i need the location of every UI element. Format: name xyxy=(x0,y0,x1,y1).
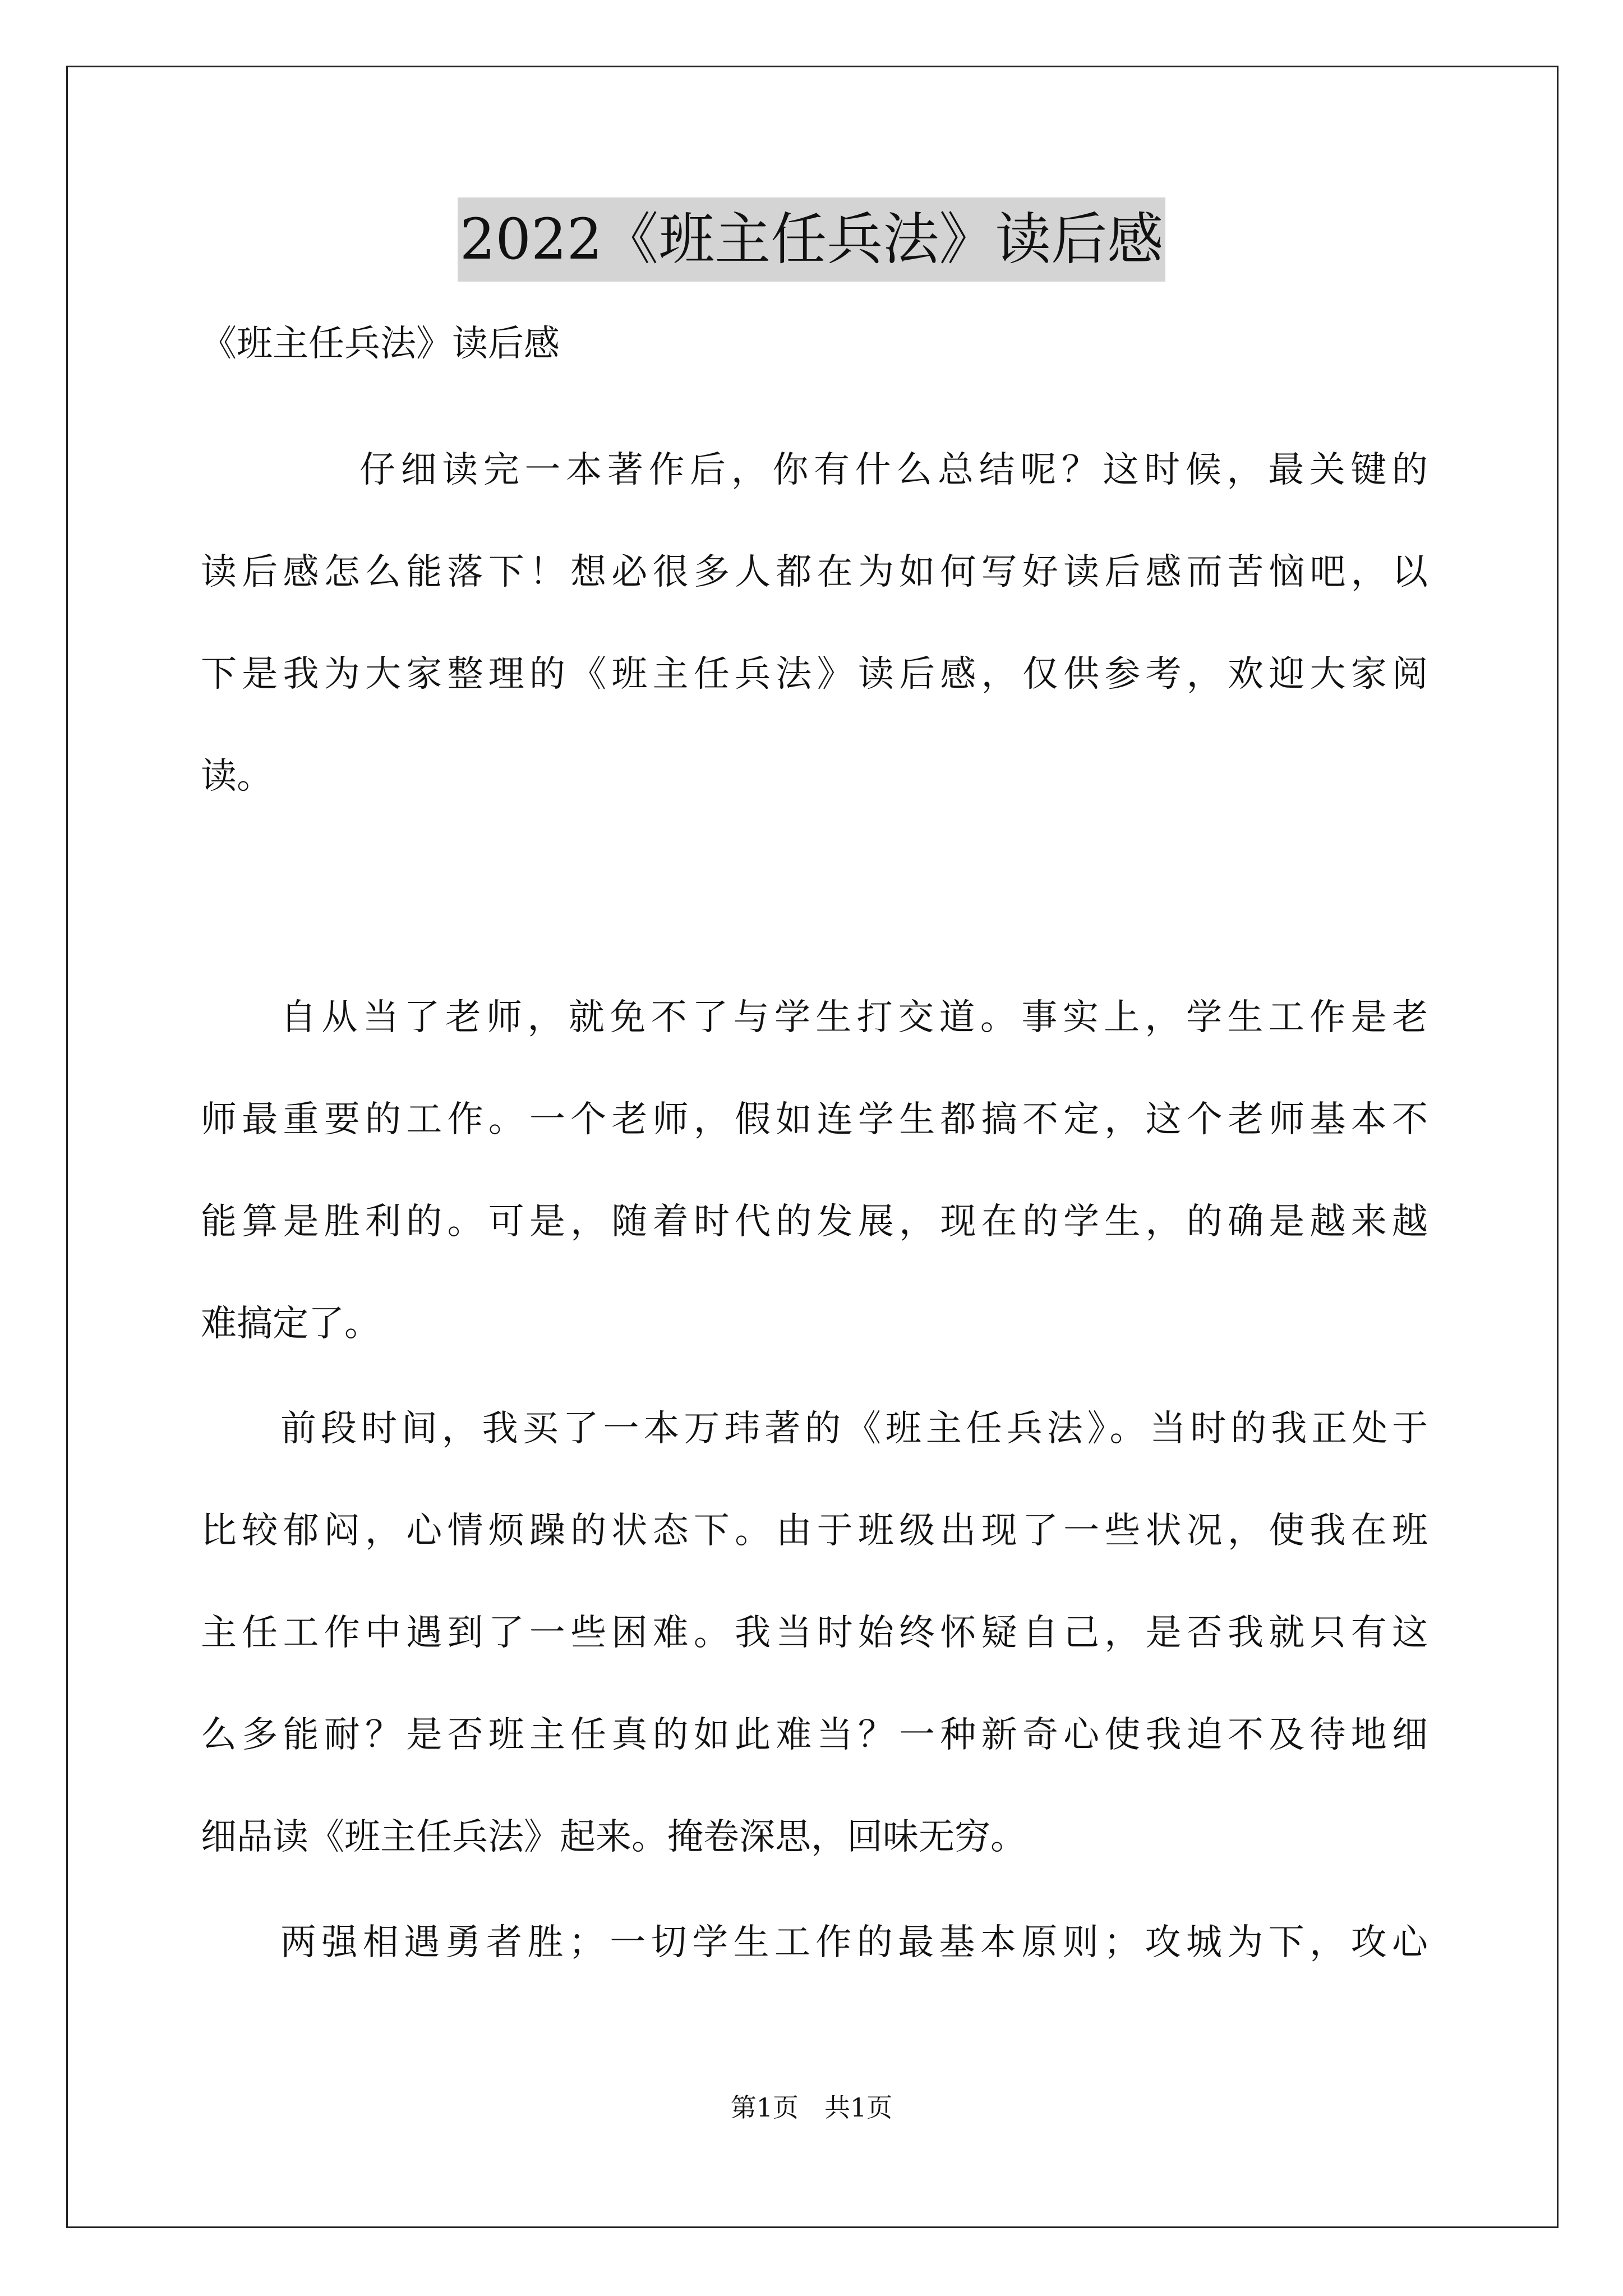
paragraph-line: 读。 xyxy=(201,756,273,797)
paragraph-line: 两强相遇勇者胜；一切学生工作的最基本原则；攻城为下，攻心 xyxy=(280,1922,1428,1963)
paragraph-line: 下是我为大家整理的《班主任兵法》读后感，仅供参考，欢迎大家阅 xyxy=(201,654,1428,695)
page-footer: 第1页 共1页 xyxy=(730,2092,893,2123)
paragraph-line: 自从当了老师，就免不了与学生打交道。事实上，学生工作是老 xyxy=(280,997,1428,1038)
paragraph-line: 前段时间，我买了一本万玮著的《班主任兵法》。当时的我正处于 xyxy=(280,1408,1428,1450)
paragraph-line: 师最重要的工作。一个老师，假如连学生都搞不定，这个老师基本不 xyxy=(201,1099,1428,1140)
paragraph-line: 主任工作中遇到了一些困难。我当时始终怀疑自己，是否我就只有这 xyxy=(201,1612,1428,1654)
document-title: 2022《班主任兵法》读后感 xyxy=(458,197,1166,282)
paragraph-line: 比较郁闷，心情烦躁的状态下。由于班级出现了一些状况，使我在班 xyxy=(201,1510,1428,1552)
paragraph-line: 细品读《班主任兵法》起来。掩卷深思，回味无穷。 xyxy=(201,1816,1026,1858)
paragraph-line: 能算是胜利的。可是，随着时代的发展，现在的学生，的确是越来越 xyxy=(201,1201,1428,1243)
paragraph-line: 仔细读完一本著作后，你有什么总结呢？这时候，最关键的 xyxy=(359,449,1428,491)
paragraph-line: 难搞定了。 xyxy=(201,1303,380,1345)
paragraph-line: 读后感怎么能落下！想必很多人都在为如何写好读后感而苦恼吧，以 xyxy=(201,551,1428,593)
page-border xyxy=(66,66,1559,2228)
paragraph-line: 么多能耐？是否班主任真的如此难当？一种新奇心使我迫不及待地细 xyxy=(201,1714,1428,1756)
document-subtitle: 《班主任兵法》读后感 xyxy=(201,323,560,365)
title-container xyxy=(0,197,1623,282)
